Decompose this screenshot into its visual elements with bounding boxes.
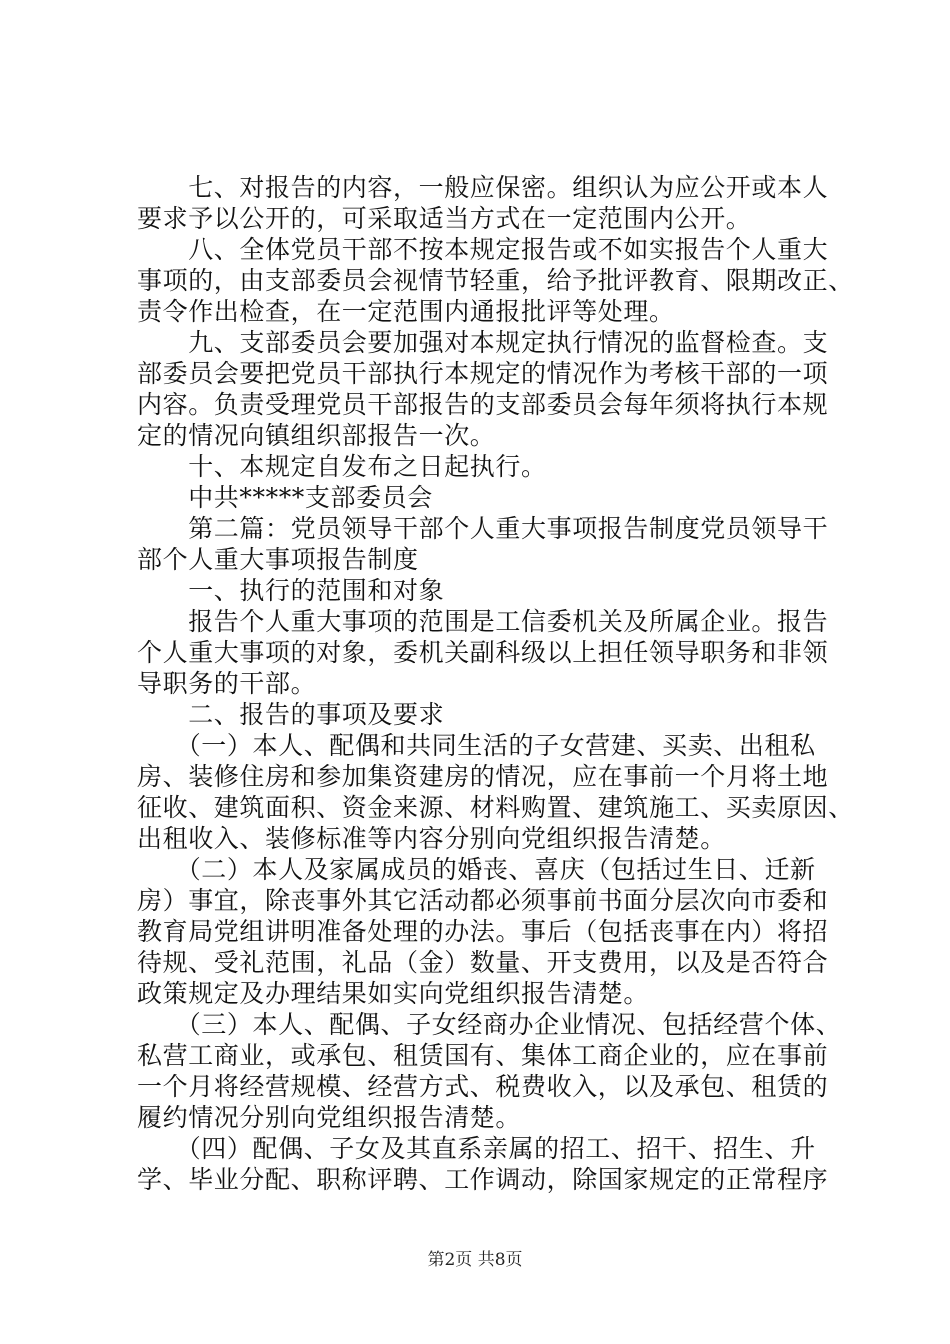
text-line: 私营工商业，或承包、租赁国有、集体工商企业的，应在事前: [137, 1041, 829, 1070]
text-line: （一）本人、配偶和共同生活的子女营建、买卖、出租私: [137, 731, 816, 760]
text-line: 内容。负责受理党员干部报告的支部委员会每年须将执行本规: [137, 390, 829, 419]
text-line: 一个月将经营规模、经营方式、税费收入，以及承包、租赁的: [137, 1072, 829, 1101]
text-line: （三）本人、配偶、子女经商办企业情况、包括经营个体、: [137, 1010, 842, 1039]
text-line: 履约情况分别向党组织报告清楚。: [137, 1103, 522, 1132]
text-line: 事项的，由支部委员会视情节轻重，给予批评教育、限期改正、: [137, 266, 854, 295]
text-line: 出租收入、装修标准等内容分别向党组织报告清楚。: [137, 824, 726, 853]
document-body: [137, 172, 857, 1195]
text-line: 责令作出检查，在一定范围内通报批评等处理。: [137, 297, 675, 326]
text-line: 九、支部委员会要加强对本规定执行情况的监督检查。支: [137, 328, 829, 357]
text-line: 房）事宜，除丧事外其它活动都必须事前书面分层次向市委和: [137, 886, 829, 915]
text-line: 一、执行的范围和对象: [137, 576, 445, 605]
text-line: 二、报告的事项及要求: [137, 700, 445, 729]
text-line: 部委员会要把党员干部执行本规定的情况作为考核干部的一项: [137, 359, 829, 388]
text-line: 房、装修住房和参加集资建房的情况，应在事前一个月将土地: [137, 762, 829, 791]
text-line: 七、对报告的内容，一般应保密。组织认为应公开或本人: [137, 173, 829, 202]
text-line: 八、全体党员干部不按本规定报告或不如实报告个人重大: [137, 235, 829, 264]
text-line: 要求予以公开的，可采取适当方式在一定范围内公开。: [137, 204, 752, 233]
text-line: 学、毕业分配、职称评聘、工作调动，除国家规定的正常程序: [137, 1165, 829, 1194]
text-line: 十、本规定自发布之日起执行。: [137, 452, 547, 481]
text-line: 教育局党组讲明准备处理的办法。事后（包括丧事在内）将招: [137, 917, 829, 946]
text-line: 征收、建筑面积、资金来源、材料购置、建筑施工、买卖原因、: [137, 793, 854, 822]
page-footer: 第2页 共8页: [427, 1250, 523, 1270]
text-line: 部个人重大事项报告制度: [137, 545, 419, 574]
text-line: 个人重大事项的对象，委机关副科级以上担任领导职务和非领: [137, 638, 829, 667]
text-line: 定的情况向镇组织部报告一次。: [137, 421, 496, 450]
text-line: 中共*****支部委员会: [137, 483, 433, 512]
text-line: 待规、受礼范围，礼品（金）数量、开支费用，以及是否符合: [137, 948, 829, 977]
text-line: 第二篇：党员领导干部个人重大事项报告制度党员领导干: [137, 514, 829, 543]
text-line: 政策规定及办理结果如实向党组织报告清楚。: [137, 979, 650, 1008]
text-line: 报告个人重大事项的范围是工信委机关及所属企业。报告: [137, 607, 829, 636]
text-line: （二）本人及家属成员的婚丧、喜庆（包括过生日、迁新: [137, 855, 816, 884]
text-line: 导职务的干部。: [137, 669, 317, 698]
text-line: （四）配偶、子女及其直系亲属的招工、招干、招生、升: [137, 1134, 816, 1163]
